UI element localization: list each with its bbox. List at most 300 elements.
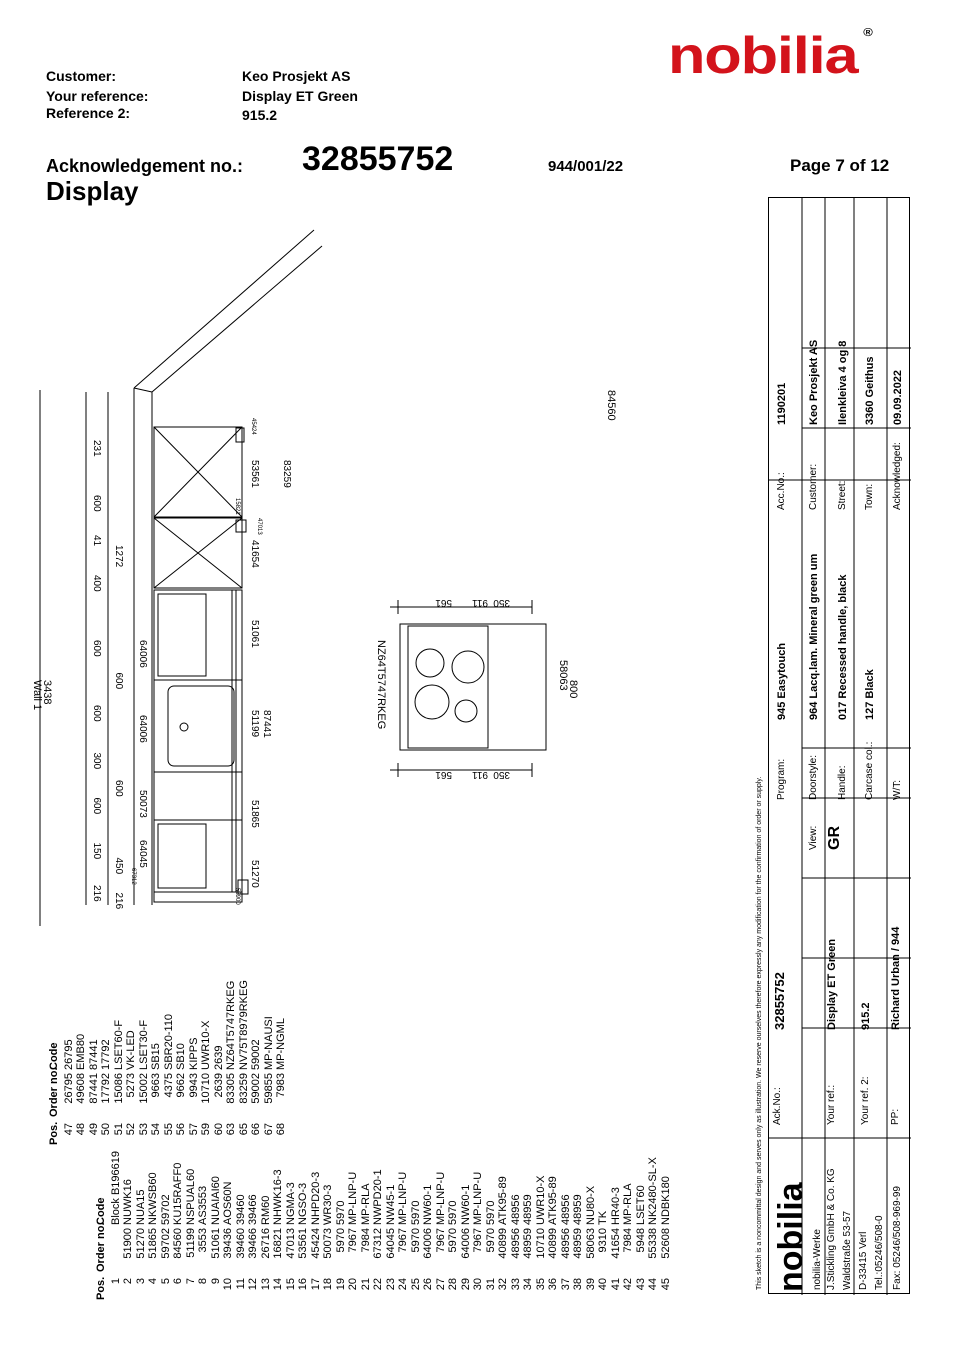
pos-number: 15 [284, 1278, 297, 1291]
order-number [110, 1228, 123, 1272]
order-number: 26716 [259, 1228, 272, 1259]
parts-row [163, 980, 176, 1145]
pos-number: 34 [522, 1278, 534, 1291]
parts-row [138, 980, 151, 1145]
order-number: 9662 [175, 1073, 187, 1098]
order-number: 5948 [634, 1228, 647, 1253]
pos-number: 16 [297, 1278, 309, 1291]
order-number: 7967 [397, 1228, 409, 1253]
hob-dimension: 350 [493, 769, 510, 780]
parts-row [435, 1151, 448, 1300]
parts-row [522, 1151, 535, 1300]
customer-value: Keo Prosjekt AS [242, 68, 351, 84]
order-number: 2639 [212, 1073, 225, 1098]
company-fax: Fax: 05246/508-969-99 [892, 1186, 903, 1290]
order-number: 55338 [647, 1228, 659, 1259]
dimension-label: 41 [91, 535, 102, 547]
ref2-label: Reference 2: [46, 105, 131, 121]
parts-row [497, 1151, 510, 1300]
order-number: 39436 [222, 1228, 234, 1259]
order-number: 48959 [522, 1228, 534, 1259]
item-code: NUA15 [134, 1189, 147, 1225]
pos-number: 66 [250, 1123, 262, 1136]
pos-number: 60 [212, 1123, 225, 1136]
item-code: 26795 [62, 1039, 75, 1070]
pos-number: 53 [137, 1123, 150, 1136]
yourref2-label-tb: Your ref. 2: [860, 1076, 871, 1125]
yourref-label: Your reference: [46, 88, 149, 104]
item-code: NUWK16 [122, 1179, 134, 1225]
order-number: 39460 [234, 1228, 247, 1259]
pos-number: 33 [509, 1278, 522, 1291]
parts-row [185, 1151, 198, 1300]
unit-code: 51061 [249, 620, 260, 648]
item-code: MP-RLA [359, 1183, 372, 1225]
parts-row [222, 1151, 235, 1300]
right-code: 84560 [605, 390, 617, 421]
acknowledged-value: 09.09.2022 [892, 369, 904, 425]
nobilia-logo-small: nobilia [772, 1182, 810, 1292]
item-code: NSPUAL60 [184, 1168, 197, 1225]
order-number: 7967 [434, 1228, 447, 1253]
parts-row [472, 1151, 485, 1300]
order-number: 50073 [322, 1228, 334, 1259]
item-code: MP-LNP-U [397, 1171, 409, 1225]
hob-dimension: 911 [472, 769, 488, 780]
code-header: Code [95, 1197, 107, 1225]
pos-number: 29 [459, 1278, 472, 1291]
pos-number: 68 [275, 1123, 287, 1136]
ack-number: 32855752 [302, 140, 454, 178]
order-number: 51061 [209, 1228, 222, 1259]
parts-row [122, 1151, 135, 1300]
parts-row [160, 1151, 173, 1300]
pos-number: 54 [150, 1123, 162, 1136]
parts-row [610, 1151, 623, 1300]
hob-dimension: 350 [493, 597, 510, 608]
pos-number: 55 [162, 1123, 175, 1136]
pos-number: 67 [262, 1123, 275, 1136]
order-number: 48956 [509, 1228, 522, 1259]
wall-length: 3438 [41, 680, 53, 705]
item-code: NZ64T5747RKEG [225, 980, 237, 1070]
item-code: AS3553 [197, 1185, 209, 1225]
dimension-label: 600 [113, 780, 124, 797]
pos-number: 50 [100, 1123, 112, 1136]
pos-number: 57 [187, 1123, 200, 1136]
item-code: NHWK16-3 [272, 1169, 284, 1225]
pos-number: 32 [497, 1278, 509, 1291]
pos-number: 9 [209, 1278, 222, 1285]
order-number: 5970 [484, 1228, 497, 1253]
item-code: KIPPS [187, 1037, 200, 1070]
order-number: 84560 [172, 1228, 184, 1259]
item-code: 48959 [572, 1194, 584, 1225]
item-code: ATK95-89 [497, 1176, 509, 1225]
item-code: LSET30-F [137, 1019, 150, 1070]
item-code: 48956 [559, 1194, 572, 1225]
company-street: Waldstraße 53-57 [842, 1210, 853, 1290]
parts-row [272, 1151, 285, 1300]
ref2-value: 915.2 [242, 107, 278, 123]
yourref-value-tb: Display ET Green [826, 938, 838, 1030]
item-code: NW45-1 [384, 1184, 397, 1225]
dimension-label: 1272 [113, 545, 124, 568]
parts-row [310, 1151, 323, 1300]
item-code: 5970 [334, 1200, 347, 1225]
pos-number: 27 [434, 1278, 447, 1291]
pos-number: 44 [647, 1278, 659, 1291]
item-code: MP-NAUSI [262, 1016, 275, 1070]
order-number: 40899 [497, 1228, 509, 1259]
item-code: NGMA-3 [284, 1182, 297, 1225]
dimension-label: 216 [113, 892, 124, 910]
item-code: SBR20-110 [162, 1013, 175, 1070]
pos-number: 21 [359, 1278, 372, 1291]
item-code: 5970 [409, 1200, 422, 1225]
street-value: Ilenkleiva 4 og 8 [837, 340, 849, 425]
parts-row [147, 1151, 160, 1300]
pos-number: 14 [272, 1278, 284, 1291]
parts-row [285, 1151, 298, 1300]
pos-number: 65 [237, 1123, 250, 1136]
pos-number: 51 [112, 1123, 125, 1136]
doorstyle-label: Doorstyle: [808, 754, 819, 800]
pos-number: 19 [334, 1278, 347, 1291]
parts-row [635, 1151, 648, 1300]
parts-row [397, 1151, 410, 1300]
order-number: 7967 [472, 1228, 484, 1253]
pos-number: 26 [422, 1278, 434, 1291]
item-code: NWPD20-1 [372, 1169, 384, 1225]
parts-row [347, 1151, 360, 1300]
order-number: 49608 [75, 1073, 87, 1104]
parts-row [197, 1151, 210, 1300]
unit-code: 83259 [281, 460, 292, 488]
dimension-label: 400 [91, 575, 102, 592]
pos-number: 24 [397, 1278, 409, 1291]
item-code: NK2480-SL-X [647, 1157, 659, 1225]
item-code: 5970 [447, 1200, 459, 1225]
hob-dimension: 911 [472, 597, 488, 608]
order-number: 67312 [372, 1228, 384, 1259]
order-number: 5970 [409, 1228, 422, 1253]
pos-number: 4 [147, 1278, 159, 1285]
item-code: NGSO-3 [297, 1182, 309, 1225]
pos-number: 6 [172, 1278, 184, 1285]
town-value: 3360 Geithus [864, 356, 876, 425]
cabinet-code: 64006 [137, 715, 148, 743]
unit-code: 87441 [261, 710, 272, 738]
item-code: NV75T8979RKEG [237, 980, 250, 1070]
view-label: View: [808, 825, 819, 850]
order-number: 52608 [659, 1228, 672, 1259]
wt-label: W/T: [892, 780, 903, 800]
item-code: UWR10-X [200, 1020, 212, 1070]
pp-value: Richard Urban / 944 [890, 926, 902, 1030]
carcase-label: Carcase col.: [864, 741, 875, 800]
order-number: 40899 [547, 1228, 559, 1259]
order-header-2: Order no. [48, 1067, 60, 1117]
small-code: 53900 [234, 888, 240, 905]
dimension-label: 600 [91, 640, 102, 657]
order-number: 51900 [122, 1228, 134, 1259]
parts-row [235, 1151, 248, 1300]
pp-label: PP: [890, 1108, 901, 1125]
item-code: NUAIAI60 [209, 1176, 222, 1225]
small-code: 67312 [130, 868, 136, 885]
hob-side-code: 58063 [557, 660, 569, 691]
parts-row [322, 1151, 335, 1300]
pos-number: 56 [175, 1123, 187, 1136]
street-label: Street: [837, 480, 848, 510]
parts-row [510, 1151, 523, 1300]
order-number: 4375 [162, 1073, 175, 1098]
unit-code: 51270 [249, 860, 260, 888]
pos-number: 52 [125, 1123, 137, 1136]
parts-row [335, 1151, 348, 1300]
item-code: WR30-3 [322, 1184, 334, 1225]
item-code: NDBK180 [659, 1176, 672, 1225]
item-code: AOS60N [222, 1181, 234, 1225]
cabinet-code: 50073 [137, 790, 148, 818]
pos-number: 20 [347, 1278, 359, 1291]
company-name: nobilia-Werke [812, 1229, 823, 1290]
parts-row [150, 980, 163, 1145]
item-code: LSET60-F [112, 1019, 125, 1070]
pos-number: 22 [372, 1278, 384, 1291]
company-tel: Tel.:05246/508-0 [874, 1215, 885, 1290]
pos-number: 45 [659, 1278, 672, 1291]
parts-row [275, 980, 288, 1145]
pos-number: 31 [484, 1278, 497, 1291]
parts-row [100, 980, 113, 1145]
order-number: 3553 [197, 1228, 209, 1253]
parts-list-left [95, 1151, 672, 1300]
pos-header-2: Pos. [48, 1121, 60, 1145]
wall-label: Wall 1 [31, 680, 43, 711]
pos-number: 39 [584, 1278, 597, 1291]
customer-value-tb: Keo Prosjekt AS [808, 339, 820, 425]
program-value: 945 Easytouch [776, 642, 788, 720]
parts-row [175, 980, 188, 1145]
parts-row [260, 1151, 273, 1300]
handle-value: 017 Recessed handle, black [837, 574, 849, 720]
item-code: NHPD20-3 [309, 1171, 322, 1225]
item-code: EMB80 [75, 1033, 87, 1070]
parts-row [238, 980, 251, 1145]
order-number: 9663 [150, 1073, 162, 1098]
item-code: 48956 [509, 1194, 522, 1225]
item-code: MP-LNP-U [434, 1171, 447, 1225]
order-number: 26795 [62, 1073, 75, 1104]
parts-row [172, 1151, 185, 1300]
parts-row [385, 1151, 398, 1300]
item-code: SB15 [150, 1043, 162, 1070]
company-name-2: J.Stickling GmbH & Co. KG [826, 1168, 837, 1290]
parts-row [250, 980, 263, 1145]
pos-number: 12 [247, 1278, 259, 1291]
unit-code: 41654 [249, 540, 260, 568]
order-number: 7984 [359, 1228, 372, 1253]
pos-header: Pos. [95, 1276, 107, 1300]
item-code: 2639 [212, 1045, 225, 1070]
order-number: 51865 [147, 1228, 159, 1259]
handle-label: Handle: [837, 765, 848, 800]
logo-reg: ® [863, 27, 872, 39]
pos-number: 8 [197, 1278, 209, 1285]
ack-label: Acknowledgement no.: [46, 156, 244, 176]
pos-number: 23 [384, 1278, 397, 1291]
view-value: GR [826, 826, 843, 850]
pos-number: 17 [309, 1278, 322, 1291]
small-code: 45424 [250, 418, 256, 435]
order-number: 83259 [237, 1073, 250, 1104]
parts-row [75, 980, 88, 1145]
parts-row [535, 1151, 548, 1300]
logo-text: nobilia [668, 27, 858, 85]
pos-number: 43 [634, 1278, 647, 1291]
code-header-2: Code [48, 1042, 60, 1070]
order-number: 17792 [100, 1073, 112, 1104]
pos-number: 63 [225, 1123, 237, 1136]
item-code: MP-NGML [275, 1018, 287, 1070]
pos-number: 25 [409, 1278, 422, 1291]
parts-row [660, 1151, 673, 1300]
item-code: KU15RAFF0 [172, 1162, 184, 1225]
item-code: 39466 [247, 1194, 259, 1225]
item-code: Block B196619 [109, 1151, 122, 1225]
order-header: Order no. [95, 1222, 107, 1272]
pos-number: 28 [447, 1278, 459, 1291]
yourref-label-tb: Your ref.: [826, 1084, 837, 1125]
order-number: 48956 [559, 1228, 572, 1259]
item-code: VK-LED [125, 1030, 137, 1070]
acknowledged-label: Acknowledged: [892, 442, 903, 510]
hob-code: NZ64T5747RKEG [375, 640, 387, 730]
parts-row [63, 980, 76, 1145]
order-number: 83305 [225, 1073, 237, 1104]
pos-number: 11 [234, 1278, 247, 1290]
item-code: MP-LNP-U [347, 1171, 359, 1225]
ack-code: 944/001/22 [548, 158, 624, 175]
pos-number: 5 [159, 1278, 172, 1285]
order-number: 41654 [609, 1228, 622, 1259]
pos-number: 7 [184, 1278, 197, 1285]
order-number: 64006 [459, 1228, 472, 1259]
pos-number: 10 [222, 1278, 234, 1291]
item-code: TK [597, 1210, 609, 1225]
accno-value: 1190201 [776, 382, 788, 425]
item-code: 17792 [100, 1039, 112, 1070]
pos-number: 47 [62, 1123, 75, 1136]
order-number: 7983 [275, 1073, 287, 1098]
order-number: 59002 [250, 1073, 262, 1104]
dimension-label: 231 [91, 440, 102, 457]
pos-number: 37 [559, 1278, 572, 1291]
parts-list-right [48, 980, 288, 1145]
item-code: 59002 [250, 1039, 262, 1070]
item-code: NW60-1 [459, 1184, 472, 1225]
item-code: MP-RLA [622, 1183, 634, 1225]
dimension-label: 150 [91, 842, 102, 860]
parts-row [410, 1151, 423, 1300]
yourref2-value-tb: 915.2 [860, 1002, 872, 1030]
parts-row [360, 1151, 373, 1300]
parts-row [263, 980, 276, 1145]
order-number: 53561 [297, 1228, 309, 1259]
parts-row [547, 1151, 560, 1300]
parts-row [110, 1151, 123, 1300]
pos-number: 49 [87, 1123, 100, 1136]
item-code: ATK95-89 [547, 1176, 559, 1225]
pos-number: 30 [472, 1278, 484, 1291]
parts-row [210, 1151, 223, 1300]
parts-row [447, 1151, 460, 1300]
dimension-label: 300 [91, 752, 102, 770]
program-label: Program: [776, 758, 787, 800]
doorstyle-value: 964 Lacq.lam. Mineral green um [808, 553, 820, 720]
order-number: 59702 [159, 1228, 172, 1259]
item-code: NU80-X [584, 1185, 597, 1225]
parts-row [647, 1151, 660, 1300]
parts-row [297, 1151, 310, 1300]
item-code: NKWSB60 [147, 1172, 159, 1225]
order-number: 45424 [309, 1228, 322, 1259]
order-number: 15086 [112, 1073, 125, 1104]
item-code: 48959 [522, 1194, 534, 1225]
pos-number: 36 [547, 1278, 559, 1291]
item-code: 39460 [234, 1194, 247, 1225]
hob-dimension: 561 [435, 597, 452, 608]
parts-row [135, 1151, 148, 1300]
town-label: Town: [864, 483, 875, 510]
order-number: 58063 [584, 1228, 597, 1259]
parts-row [213, 980, 226, 1145]
pos-number: 41 [609, 1278, 622, 1291]
item-code: UWR10-X [534, 1175, 547, 1225]
order-number: 51199 [184, 1228, 197, 1258]
dimension-label: 600 [113, 672, 124, 690]
order-number: 5970 [447, 1228, 459, 1253]
parts-row [585, 1151, 598, 1300]
carcase-value: 127 Black [864, 669, 876, 720]
order-number: 59855 [262, 1073, 275, 1104]
pos-number: 42 [622, 1278, 634, 1291]
cabinet-code: 64045 [137, 840, 148, 868]
parts-row [125, 980, 138, 1145]
ackno-value: 32855752 [772, 972, 787, 1030]
hob-dimension: 561 [435, 769, 452, 780]
item-code: 87441 [87, 1039, 100, 1070]
parts-row [247, 1151, 260, 1300]
order-number: 9943 [187, 1073, 200, 1098]
order-number: 5970 [334, 1228, 347, 1253]
parts-row [622, 1151, 635, 1300]
small-code: 47013 [256, 518, 262, 535]
pos-number: 48 [75, 1123, 87, 1136]
ackno-label: Ack.No.: [772, 1087, 783, 1125]
dimension-label: 600 [91, 797, 102, 815]
pos-number: 40 [597, 1278, 609, 1291]
item-code: MP-LNP-U [472, 1171, 484, 1225]
item-code: LSET60 [634, 1185, 647, 1225]
order-number: 10710 [200, 1073, 212, 1104]
hob-width: 800 [567, 680, 579, 699]
disclaimer: This sketch is a noncommittal design and serves only as illustration. We reserve ourselves therefore expressly any modification for the confirmation of order or supply. [756, 776, 763, 1290]
small-code: 15821 [234, 498, 240, 515]
unit-code: 53561 [249, 460, 260, 488]
